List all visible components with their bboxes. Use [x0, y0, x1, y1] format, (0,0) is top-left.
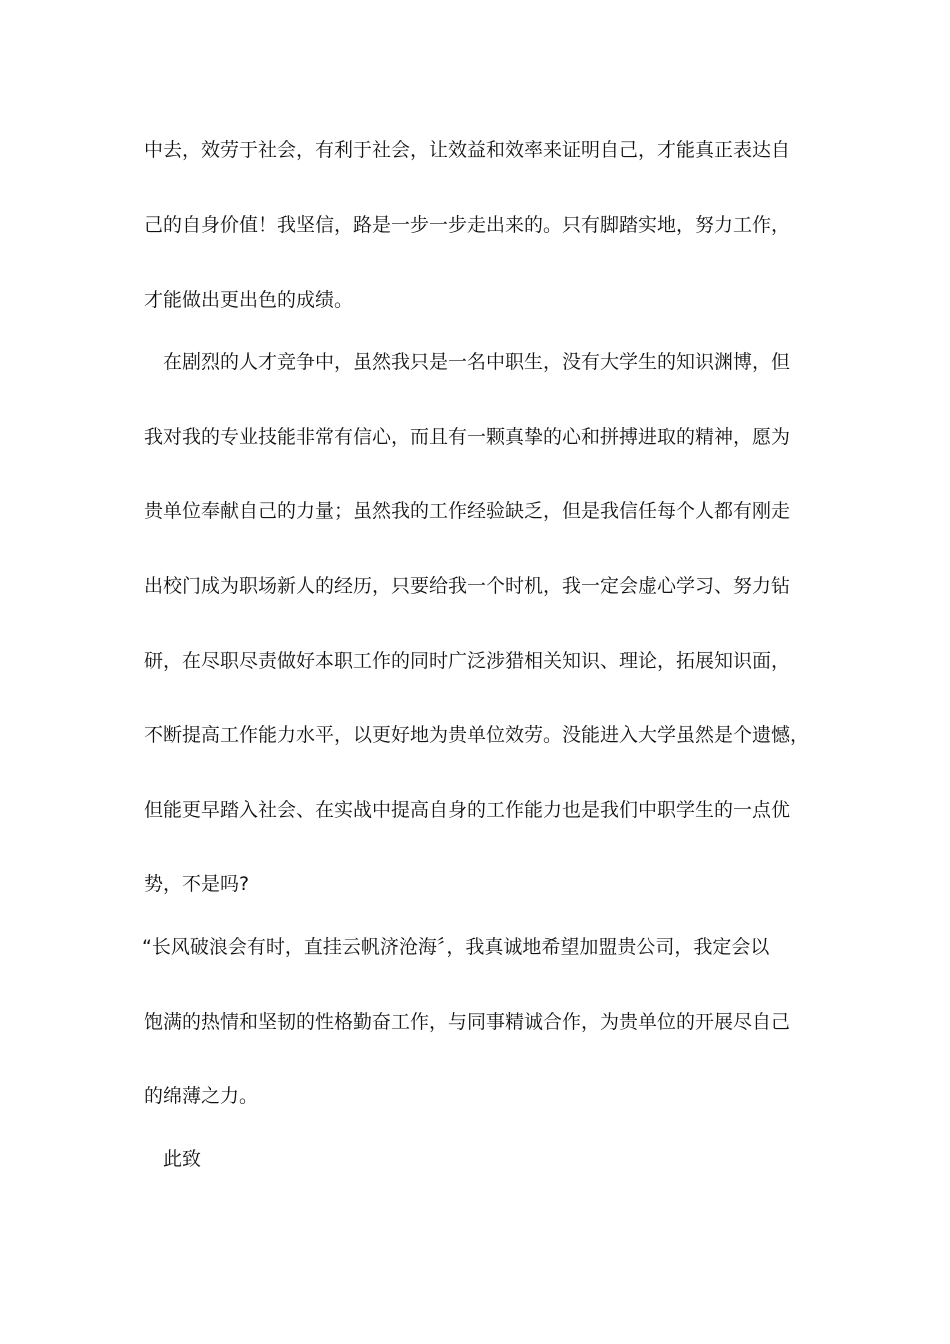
paragraph-line: “长风破浪会有时，直挂云帆济沧海〞，我真诚地希望加盟贵公司，我定会以 — [142, 936, 770, 958]
paragraph-line: 中去，效劳于社会，有利于社会，让效益和效率来证明自己，才能真正表达自 — [144, 139, 791, 161]
paragraph-line: 贵单位奉献自己的力量；虽然我的工作经验缺乏，但是我信任每个人都有刚走 — [144, 500, 791, 522]
closing-salutation: 此致 — [163, 1148, 202, 1170]
paragraph-line: 的绵薄之力。 — [144, 1085, 259, 1107]
paragraph-line: 才能做出更出色的成绩。 — [144, 289, 354, 311]
paragraph-line: 饱满的热情和坚韧的性格勤奋工作，与同事精诚合作，为贵单位的开展尽自己 — [144, 1011, 791, 1033]
paragraph-line: 但能更早踏入社会、在实战中提高自身的工作能力也是我们中职学生的一点优 — [144, 799, 791, 821]
paragraph-line: 势，不是吗? — [144, 873, 250, 895]
paragraph-line: 不断提高工作能力水平，以更好地为贵单位效劳。没能进入大学虽然是个遗憾， — [144, 724, 810, 746]
paragraph-line: 己的自身价值！我坚信，路是一步一步走出来的。只有脚踏实地，努力工作， — [144, 214, 791, 236]
paragraph-line: 研，在尽职尽责做好本职工作的同时广泛涉猎相关知识、理论，拓展知识面， — [144, 650, 791, 672]
paragraph-line: 在剧烈的人才竞争中，虽然我只是一名中职生，没有大学生的知识渊博，但 — [163, 351, 791, 373]
paragraph-line: 我对我的专业技能非常有信心，而且有一颗真挚的心和拼搏进取的精神，愿为 — [144, 426, 791, 448]
paragraph-line: 出校门成为职场新人的经历，只要给我一个时机，我一定会虚心学习、努力钻 — [144, 575, 791, 597]
